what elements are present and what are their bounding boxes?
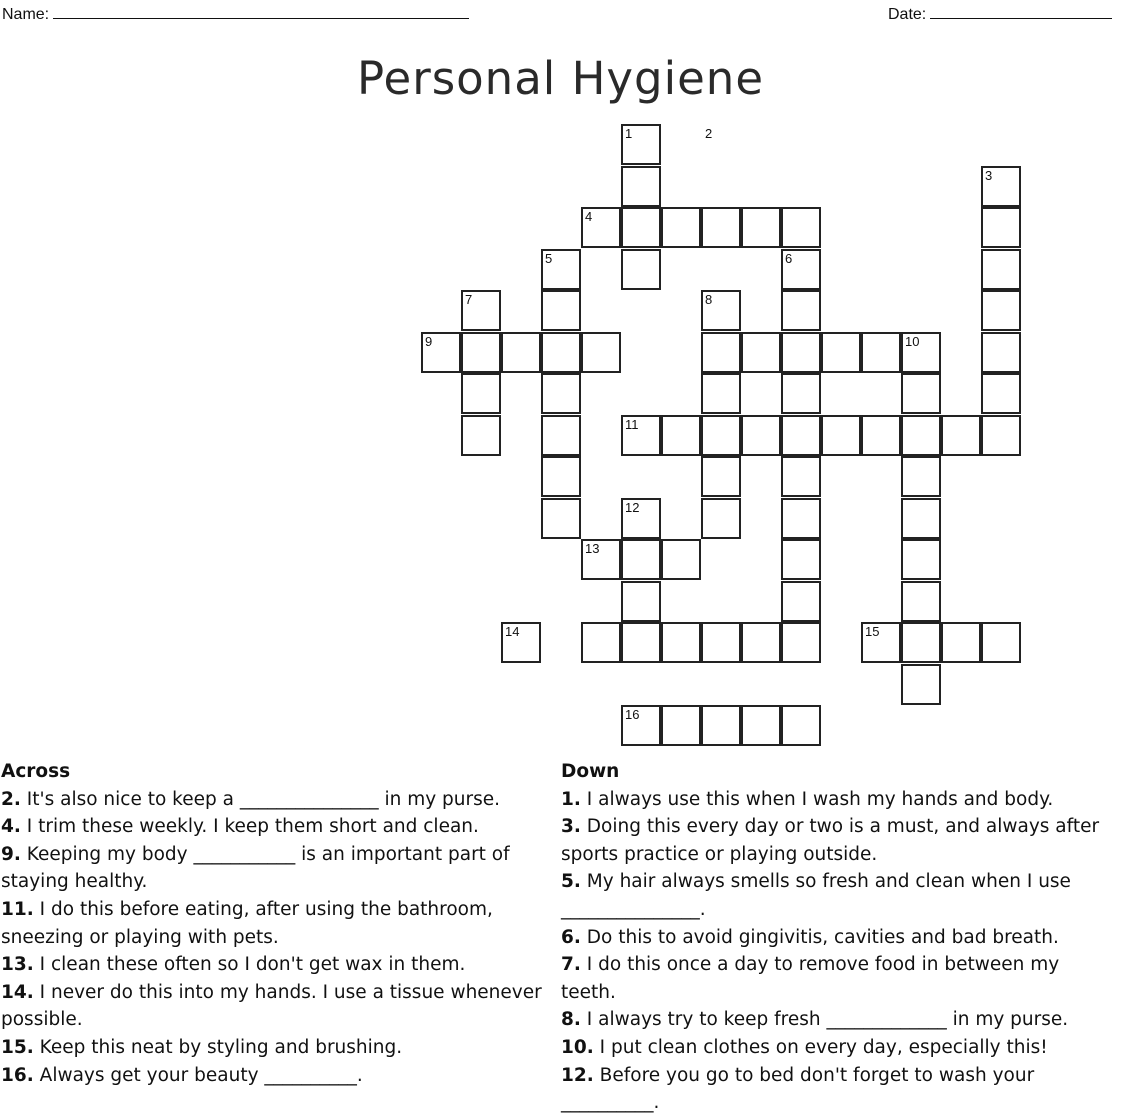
down-clue [561,924,1116,952]
clue-text: My hair always smells so fresh and clean when I use _______________. [561,871,1071,920]
cell-number: 2 [705,126,713,141]
grid-cell[interactable] [861,332,901,373]
clue-number: 6. [561,926,581,948]
clue-text: It's also nice to keep a _______________ in my purse. [20,788,501,810]
grid-cell[interactable] [781,373,821,414]
grid-cell[interactable] [461,415,501,456]
grid-cell[interactable] [621,166,661,207]
clue-number: 7. [561,954,581,976]
clue-number: 16. [1,1064,34,1086]
clue-number: 12. [561,1064,594,1086]
down-clues [561,758,1116,1117]
down-clue [561,951,1116,1006]
grid-cell[interactable] [661,705,701,746]
clue-text: Always get your beauty __________. [33,1064,363,1086]
clue-number: 11. [1,898,34,920]
grid-cell[interactable] [901,539,941,580]
clue-text: Do this to avoid gingivitis, cavities and bad breath. [580,926,1059,948]
clue-number: 2. [1,788,21,810]
down-clue-list [561,786,1116,1117]
grid-cell[interactable] [781,332,821,373]
cell-number: 12 [625,500,640,515]
grid-cell[interactable] [621,539,661,580]
grid-cell[interactable] [981,207,1021,248]
grid-cell[interactable] [701,622,741,663]
grid-cell[interactable] [661,539,701,580]
clue-text: I clean these often so I don't get wax in them. [33,954,466,976]
grid-cell[interactable] [621,581,661,622]
cell-number: 6 [785,251,793,266]
grid-cell[interactable] [821,415,861,456]
down-clue [561,786,1116,814]
clue-text: I never do this into my hands. I use a tissue whenever possible. [1,981,542,1031]
clue-text: I put clean clothes on every day, especially this! [593,1036,1048,1058]
grid-cell[interactable] [781,705,821,746]
grid-cell[interactable] [941,415,981,456]
cell-number: 14 [505,624,520,639]
grid-cell[interactable] [781,498,821,539]
grid-cell[interactable] [541,456,581,497]
grid-cell[interactable] [621,622,661,663]
across-clue [1,786,546,814]
clue-number: 4. [1,816,21,838]
grid-cell[interactable] [701,498,741,539]
grid-cell[interactable] [821,332,861,373]
grid-cell[interactable] [981,622,1021,663]
across-clue [1,979,546,1034]
grid-cell[interactable] [901,498,941,539]
grid-cell[interactable] [541,373,581,414]
grid-cell[interactable] [901,373,941,414]
grid-cell[interactable] [741,332,781,373]
grid-cell[interactable] [781,290,821,331]
down-clue [561,868,1116,923]
clue-number: 3. [561,816,581,838]
clue-number: 8. [561,1009,581,1031]
cell-number: 8 [705,292,713,307]
down-clue [561,813,1116,868]
clue-number: 14. [1,981,34,1003]
grid-cell[interactable] [701,705,741,746]
cell-number: 1 [625,126,633,141]
cell-number: 13 [585,541,600,556]
grid-cell[interactable] [541,498,581,539]
cell-number: 16 [625,707,640,722]
cell-number: 4 [585,209,593,224]
across-clue [1,841,546,896]
grid-cell[interactable] [461,332,501,373]
cell-number: 15 [865,624,880,639]
grid-cell[interactable] [701,456,741,497]
grid-cell[interactable] [741,622,781,663]
grid-cell[interactable] [541,332,581,373]
grid-cell[interactable] [981,290,1021,331]
clue-number: 10. [561,1036,594,1058]
grid-cell[interactable] [661,622,701,663]
grid-cell[interactable] [701,207,741,248]
grid-cell[interactable] [581,332,621,373]
down-clue [561,1034,1116,1062]
grid-cell[interactable] [901,664,941,705]
down-clue [561,1062,1116,1117]
cell-number: 5 [545,251,553,266]
grid-cell[interactable] [781,622,821,663]
grid-cell[interactable] [941,622,981,663]
grid-cell[interactable] [781,456,821,497]
grid-cell[interactable] [861,415,901,456]
across-clue [1,1062,546,1090]
grid-cell[interactable] [661,415,701,456]
grid-cell[interactable] [981,249,1021,290]
grid-cell[interactable] [901,581,941,622]
grid-cell[interactable] [981,415,1021,456]
clue-text: I always try to keep fresh _____________ in my purse. [580,1009,1069,1031]
clue-number: 13. [1,954,34,976]
cell-number: 9 [425,334,433,349]
clue-text: Keep this neat by styling and brushing. [33,1036,403,1058]
grid-cell[interactable] [701,415,741,456]
grid-cell[interactable] [781,207,821,248]
cell-number: 3 [985,168,993,183]
clue-number: 5. [561,871,581,893]
clue-number: 15. [1,1036,34,1058]
grid-cell[interactable] [621,249,661,290]
down-heading: Down [561,761,620,782]
grid-cell[interactable] [581,622,621,663]
grid-cell[interactable] [461,373,501,414]
grid-cell[interactable] [901,456,941,497]
grid-cell[interactable] [741,415,781,456]
grid-cell[interactable] [621,207,661,248]
clue-text: Doing this every day or two is a must, and always after sports practice or playing outside. [561,816,1100,865]
grid-cell[interactable] [981,373,1021,414]
grid-cell[interactable] [741,207,781,248]
down-clue [561,1006,1116,1034]
grid-cell[interactable] [701,373,741,414]
clue-text: I trim these weekly. I keep them short and clean. [20,816,479,838]
across-clue [1,1034,546,1062]
clue-text: I do this before eating, after using the bathroom, sneezing or playing with pets. [1,898,493,948]
grid-cell[interactable] [901,415,941,456]
across-clue [1,896,546,951]
page-title: Personal Hygiene [356,52,765,105]
across-clue [1,813,546,841]
date-label: Date: [888,6,927,23]
name-label: Name: [2,6,50,23]
grid-cell[interactable] [541,415,581,456]
grid-cell[interactable] [901,622,941,663]
grid-cell[interactable] [781,415,821,456]
across-clue-list [1,786,546,1090]
across-clues [1,758,546,1089]
grid-cell[interactable] [661,207,701,248]
cell-number: 10 [905,334,920,349]
clue-number: 9. [1,843,21,865]
grid-cell[interactable] [781,539,821,580]
cell-number: 7 [465,292,473,307]
clue-text: I do this once a day to remove food in between my teeth. [561,954,1060,1003]
grid-cell[interactable] [701,332,741,373]
clue-text: I always use this when I wash my hands and body. [580,788,1054,810]
grid-cell[interactable] [781,581,821,622]
across-heading: Across [1,761,71,782]
grid-cell[interactable] [981,332,1021,373]
grid-cell[interactable] [501,332,541,373]
cell-number: 11 [625,417,639,432]
grid-cell[interactable] [741,705,781,746]
clue-text: Keeping my body ___________ is an important part of staying healthy. [1,843,510,893]
across-clue [1,951,546,979]
clue-number: 1. [561,788,581,810]
clue-text: Before you go to bed don't forget to wash your __________. [561,1064,1035,1114]
grid-cell[interactable] [541,290,581,331]
